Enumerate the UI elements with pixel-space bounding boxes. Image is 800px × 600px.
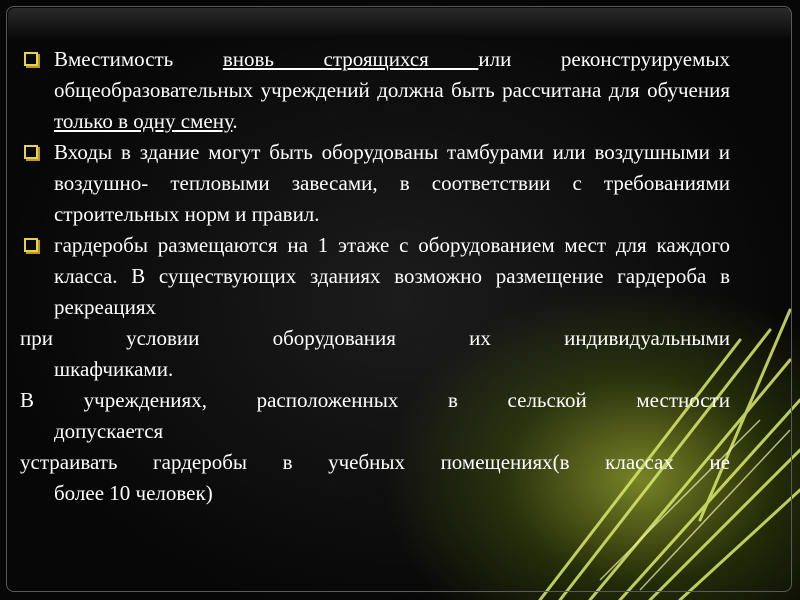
- paragraph-classrooms: [20, 447, 730, 509]
- paragraph-conditions: [20, 323, 730, 385]
- square-bullet-icon: [24, 52, 38, 66]
- paragraph-tail: более 10 человек): [54, 481, 213, 505]
- underlined-text: вновь строящихся: [222, 47, 479, 71]
- paragraph-rural: [20, 385, 730, 447]
- underlined-text: только в одну смену: [54, 109, 233, 133]
- content-area: [20, 44, 730, 509]
- bullet-text: гардеробы размещаются на 1 этаже с оборудованием мест для каждого класса. В существующих зданиях возможно размещение гардероба в рекреациях: [54, 233, 730, 319]
- paragraph-lead: при условии оборудования их индивидуальными: [20, 326, 730, 350]
- paragraph-lead: В учреждениях, расположенных в сельской местности: [20, 388, 730, 412]
- paragraph-tail: шкафчиками.: [54, 357, 174, 381]
- paragraph-lead: устраивать гардеробы в учебных помещениях(в классах не: [20, 450, 730, 474]
- text-part: Вместимость: [54, 47, 223, 71]
- paragraph-tail: допускается: [54, 419, 164, 443]
- square-bullet-icon: [24, 145, 38, 159]
- bullet-item-entrances: [20, 137, 730, 230]
- bullet-item-capacity: [20, 44, 730, 137]
- bullet-item-cloakrooms: [20, 230, 730, 323]
- square-bullet-icon: [24, 238, 38, 252]
- text-part: или реконструируемых общеобразовательных учреждений должна быть рассчитана для обучения: [54, 47, 730, 102]
- bullet-text: Входы в здание могут быть оборудованы тамбурами или воздушными и воздушно- тепловыми завесами, в соответствии с требованиями строительных норм и правил.: [54, 140, 730, 226]
- text-part: .: [232, 109, 238, 133]
